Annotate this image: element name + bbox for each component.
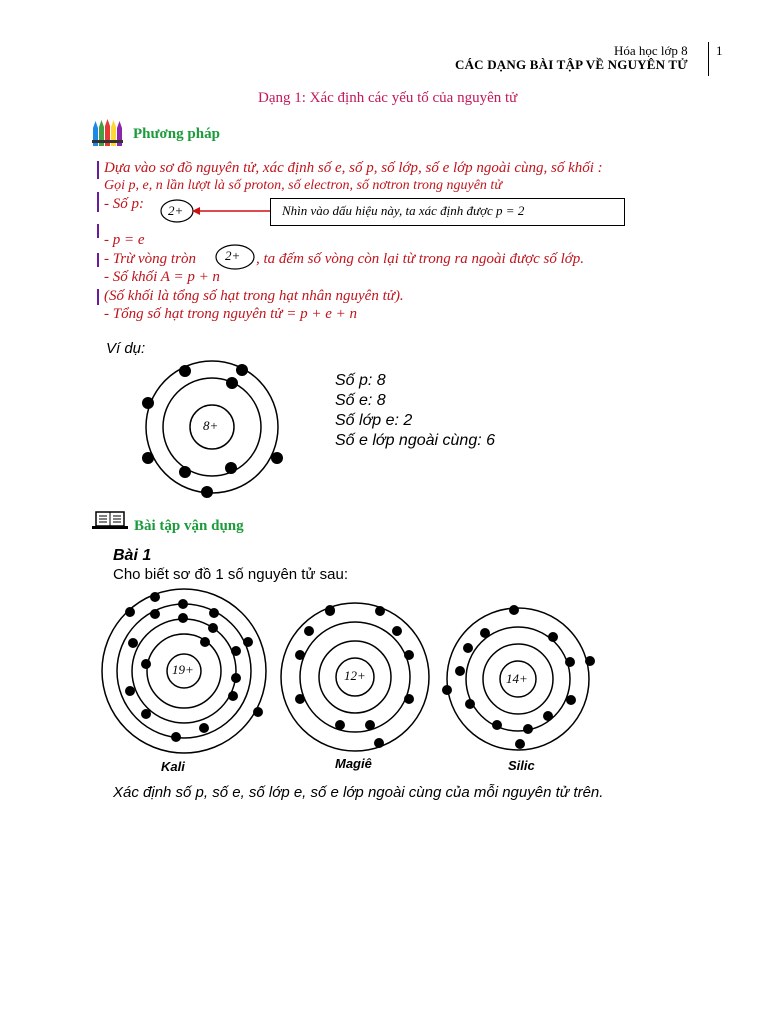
- page-number: 1: [716, 43, 723, 58]
- section-title: Dạng 1: Xác định các yếu tố của nguyên tử: [258, 90, 518, 106]
- margin-bar: [97, 224, 99, 238]
- arrow-head: [192, 207, 200, 215]
- kali-name: Kali: [161, 759, 185, 774]
- header-subject: Hóa học lớp 8: [614, 43, 688, 58]
- practice-label: Bài tập vận dụng: [134, 518, 244, 534]
- method-line-1: Dựa vào sơ đồ nguyên tử, xác định số e, số p, số lớp, số e lớp ngoài cùng, số khối :: [104, 160, 603, 176]
- silic-name: Silic: [508, 758, 535, 773]
- method-label: Phương pháp: [133, 126, 220, 142]
- example-nucleus: 8+: [203, 418, 219, 433]
- crayons-icon: [92, 119, 123, 146]
- margin-bar: [97, 161, 99, 179]
- exercise-description: Cho biết sơ đồ 1 số nguyên tử sau:: [113, 566, 349, 583]
- nucleus-label-1: 2+: [168, 203, 184, 218]
- method-line-5: - Trừ vòng tròn: [104, 251, 196, 267]
- example-stat-e: Số e: 8: [335, 392, 386, 409]
- kali-nucleus: 19+: [172, 662, 194, 677]
- hint-text: Nhìn vào dấu hiệu này, ta xác định được p = 2: [282, 203, 525, 218]
- method-line-7: - Số khối A = p + n: [104, 269, 220, 285]
- example-stat-p: Số p: 8: [335, 372, 386, 389]
- method-line-9: - Tổng số hạt trong nguyên tử = p + e + n: [104, 306, 357, 322]
- method-line-2: Gọi p, e, n lần lượt là số proton, số electron, số nơtron trong nguyên tử: [104, 178, 502, 193]
- example-label: Ví dụ:: [106, 340, 146, 357]
- margin-bar: [97, 289, 99, 305]
- method-line-3: - Số p:: [104, 196, 144, 212]
- document-title: CÁC DẠNG BÀI TẬP VỀ NGUYÊN TỬ: [455, 57, 688, 72]
- magie-nucleus: 12+: [344, 668, 366, 683]
- nucleus-label-2: 2+: [225, 248, 241, 263]
- magie-name: Magiê: [335, 756, 372, 771]
- margin-bar: [97, 253, 99, 267]
- exercise-title: Bài 1: [113, 547, 152, 564]
- atom-kali-electrons: [125, 592, 263, 742]
- method-line-6: , ta đếm số vòng còn lại từ trong ra ngoài được số lớp.: [256, 251, 585, 267]
- example-stat-outer-e: Số e lớp ngoài cùng: 6: [335, 432, 496, 449]
- book-icon: [92, 512, 128, 529]
- silic-nucleus: 14+: [506, 671, 528, 686]
- example-stat-layers: Số lớp e: 2: [335, 412, 413, 429]
- exercise-question: Xác định số p, số e, số lớp e, số e lớp ngoài cùng của mỗi nguyên tử trên.: [113, 784, 604, 801]
- method-line-4: - p = e: [104, 232, 145, 248]
- method-line-8: (Số khối là tổng số hạt trong hạt nhân nguyên tử).: [104, 288, 404, 304]
- margin-bar: [97, 192, 99, 212]
